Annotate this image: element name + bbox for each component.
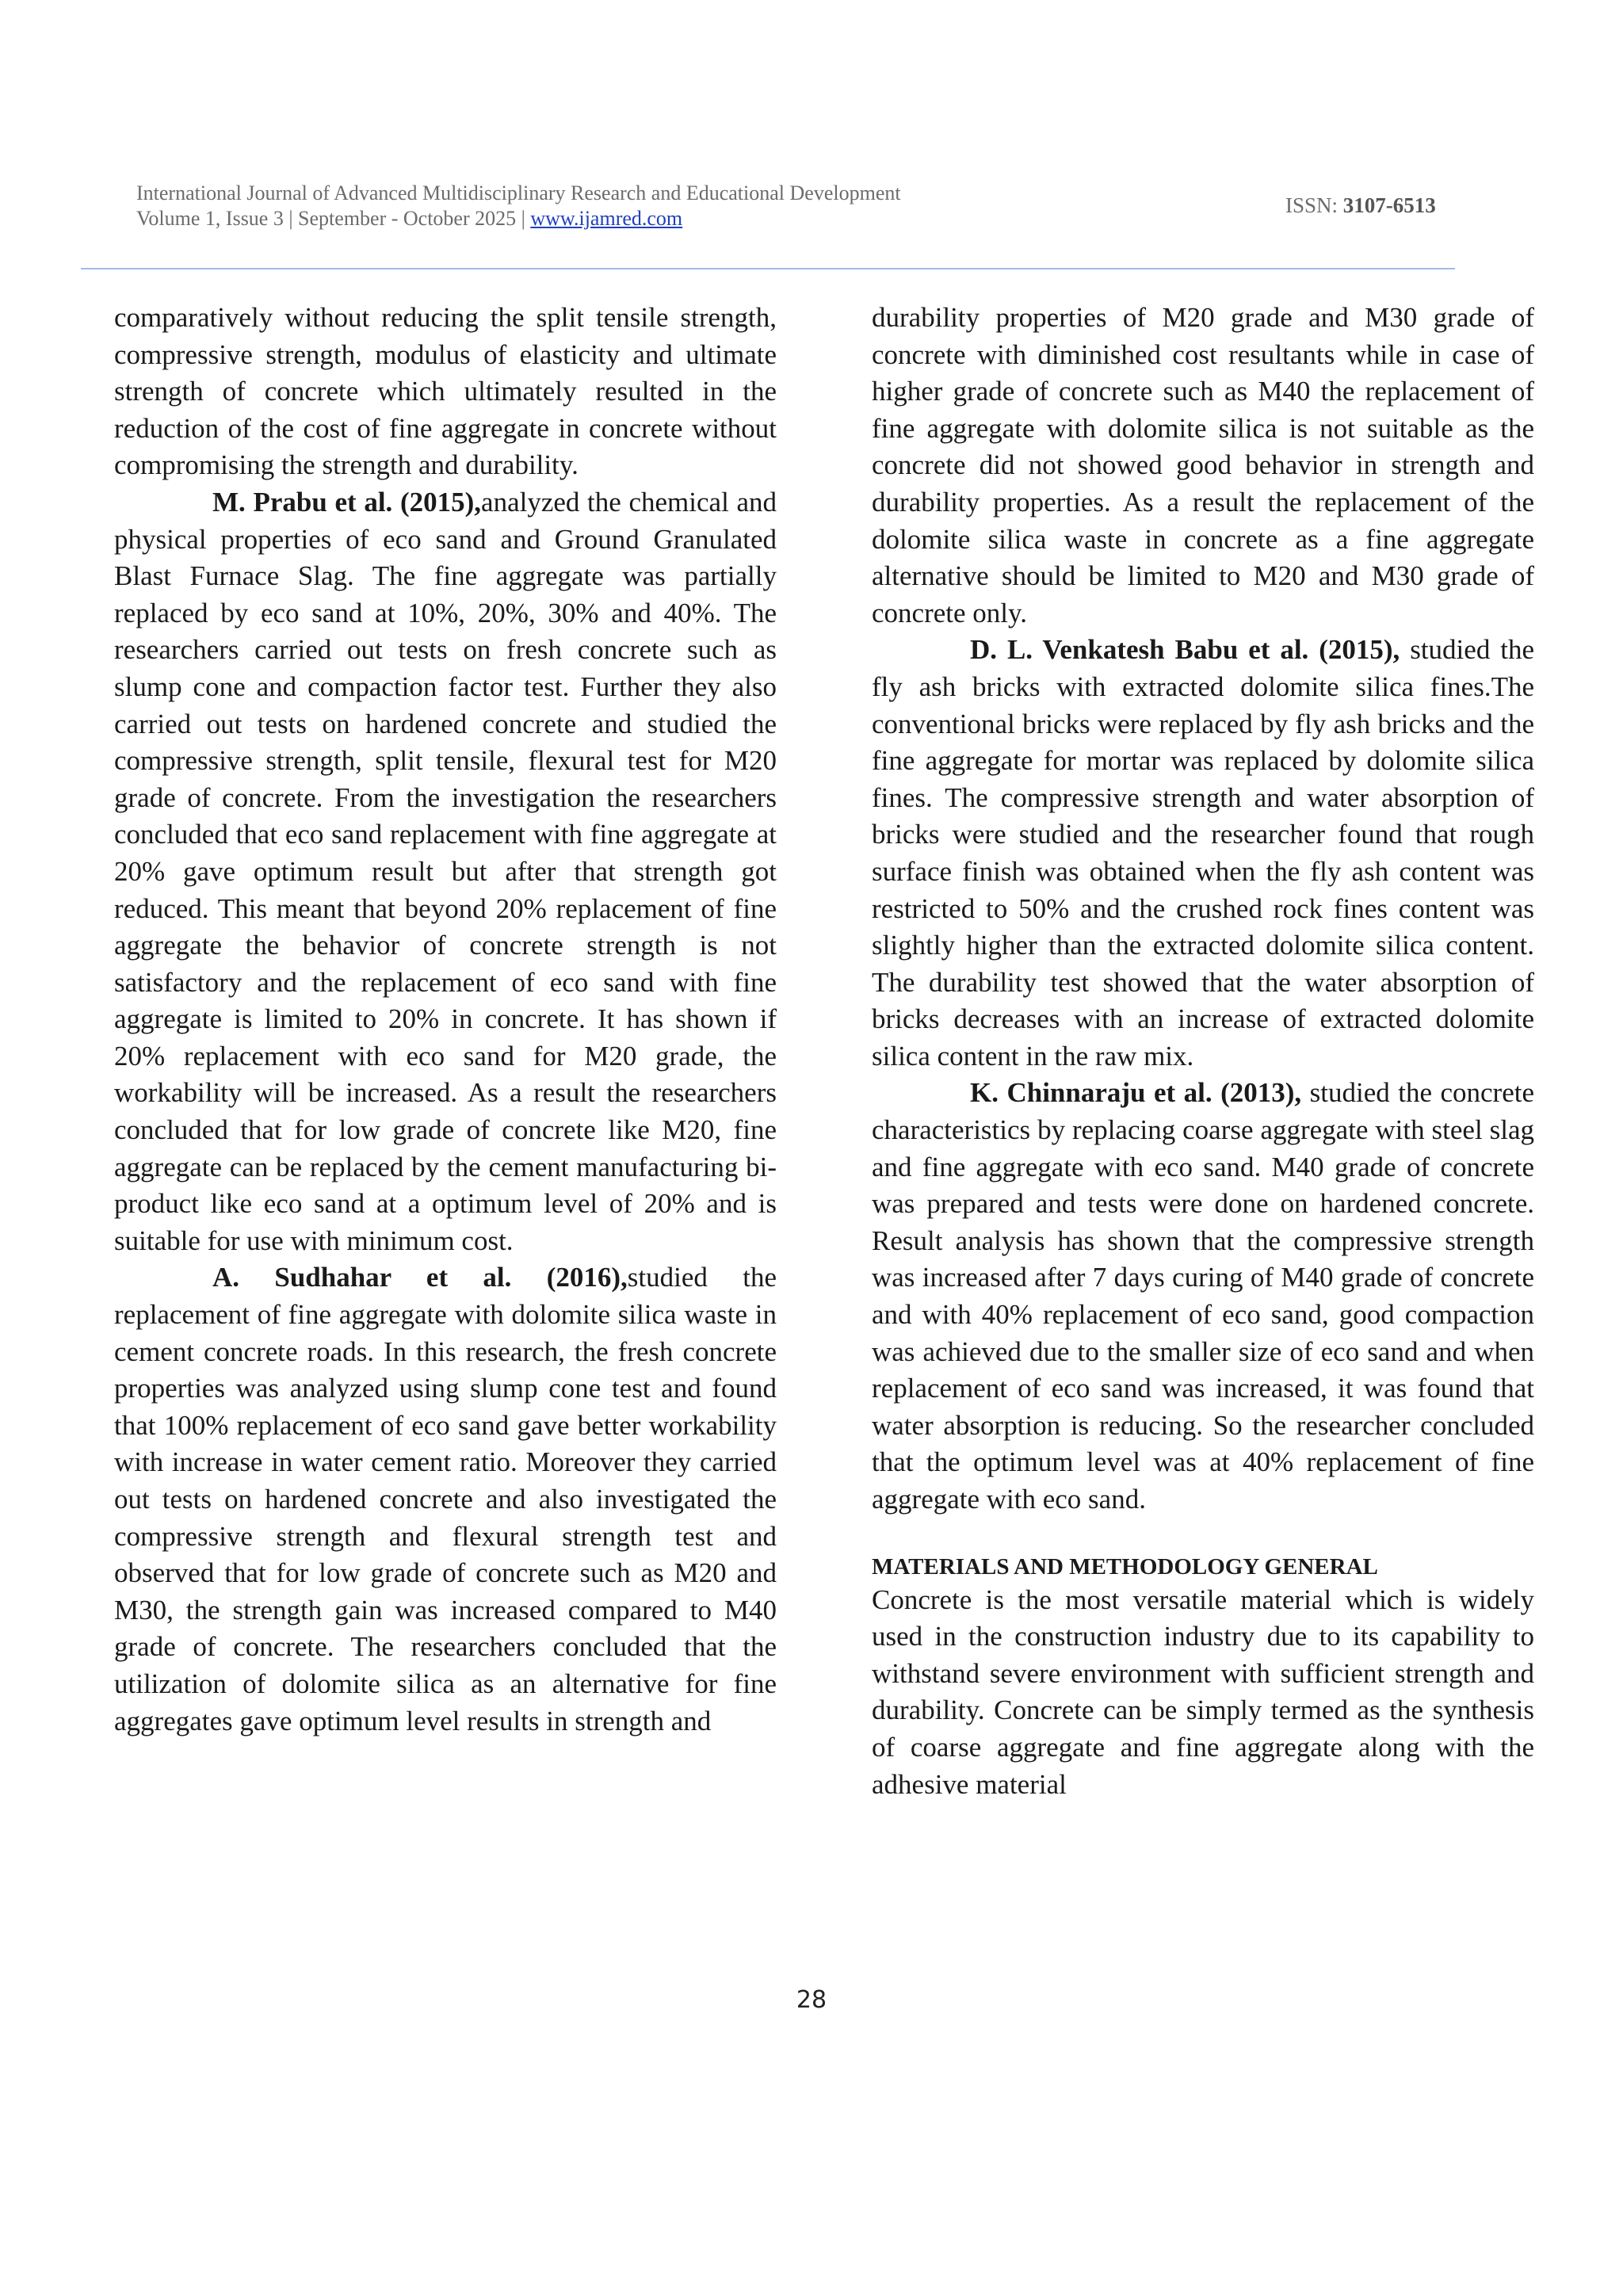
left-paragraph-3-text: studied the replacement of fine aggregate with dolomite silica waste in cement concrete roads. In this research, the fresh concrete properties was analyzed using slump cone test and found that 100% replacement of eco sand gave better workability with increase in water cement ratio. Moreover they carried out tests on hardened concrete and also investigated the compressive strength and flexural strength test and observed that for low grade of concrete such as M20 and M30, the strength gain was increased compared to M40 grade of concrete. The researchers concluded that the utilization of dolomite silica as an alternative for fine aggregates gave optimum level results in strength and xyxy=(114,1262,777,1736)
right-paragraph-3-text: studied the concrete characteristics by replacing coarse aggregate with steel slag and fine aggregate with eco sand. M40 grade of concrete was prepared and tests were done on hardened concrete. Result analysis has shown that the compressive strength was increased after 7 days curing of M40 grade of concrete and with 40% replacement of eco sand, good compaction was achieved due to the smaller size of eco sand and when replacement of eco sand was increased, it was found that water absorption is reducing. So the researcher concluded that the optimum level was at 40% replacement of fine aggregate with eco sand. xyxy=(872,1077,1534,1515)
issn-value: 3107-6513 xyxy=(1342,193,1436,217)
left-paragraph-2 xyxy=(114,484,777,1259)
left-paragraph-1: comparatively without reducing the split tensile strength, compressive strength, modulus of elasticity and ultimate strength of concrete which ultimately resulted in the reduction of the cost of fine aggregate in concrete without compromising the strength and durability. xyxy=(114,302,777,481)
header-divider xyxy=(81,268,1455,269)
issn-label: ISSN: xyxy=(1285,193,1343,217)
page-number: 28 xyxy=(796,1986,827,2014)
right-paragraph-2 xyxy=(872,632,1534,1075)
right-paragraph-3 xyxy=(872,1075,1534,1518)
right-paragraph-2-text: studied the fly ash bricks with extracted dolomite silica fines.The conventional bricks were replaced by fly ash bricks and the fine aggregate for mortar was replaced by dolomite silica fines. The compressive strength and water absorption of bricks were studied and the researcher found that rough surface finish was obtained when the fly ash content was restricted to 50% and the crushed rock fines content was slightly higher than the extracted dolomite silica content. The durability test showed that the water absorption of bricks decreases with an increase of extracted dolomite silica content in the raw mix. xyxy=(872,634,1534,1072)
volume-issue-line xyxy=(136,206,1468,231)
left-column xyxy=(114,300,777,1740)
journal-header xyxy=(136,181,1468,231)
section-heading: MATERIALS AND METHODOLOGY GENERAL xyxy=(872,1553,1378,1580)
volume-issue: Volume 1, Issue 3 | September - October 2025 | xyxy=(136,207,531,230)
journal-website-link[interactable]: www.ijamred.com xyxy=(530,207,683,230)
citation-sudhahar: A. Sudhahar et al. (2016), xyxy=(212,1262,628,1293)
citation-chinnaraju: K. Chinnaraju et al. (2013), xyxy=(970,1077,1302,1109)
left-paragraph-2-text: analyzed the chemical and physical properties of eco sand and Ground Granulated Blast Furnace Slag. The fine aggregate was partially replaced by eco sand at 10%, 20%, 30% and 40%. The researchers carried out tests on fresh concrete such as slump cone and compaction factor test. Further they also carried out tests on hardened concrete and studied the compressive strength, split tensile, flexural test for M20 grade of concrete. From the investigation the researchers concluded that eco sand replacement with fine aggregate at 20% gave optimum result but after that strength got reduced. This meant that beyond 20% replacement of fine aggregate the behavior of concrete strength is not satisfactory and the replacement of eco sand with fine aggregate is limited to 20% in concrete. It has shown if 20% replacement with eco sand for M20 grade, the workability will be increased. As a result the researchers concluded that for low grade of concrete like M20, fine aggregate can be replaced by the cement manufacturing bi-product like eco sand at a optimum level of 20% and is suitable for use with minimum cost. xyxy=(114,486,777,1256)
journal-title: International Journal of Advanced Multidisciplinary Research and Educational Development xyxy=(136,181,901,204)
left-paragraph-3 xyxy=(114,1259,777,1740)
right-paragraph-4: Concrete is the most versatile material which is widely used in the construction industry due to its capability to withstand severe environment with sufficient strength and durability. Concrete can be simply termed as the synthesis of coarse aggregate and fine aggregate along with the adhesive material xyxy=(872,1584,1534,1800)
right-column xyxy=(872,300,1534,1803)
right-paragraph-1: durability properties of M20 grade and M30 grade of concrete with diminished cost resultants while in case of higher grade of concrete such as M40 the replacement of fine aggregate with dolomite silica is not suitable as the concrete did not showed good behavior in strength and durability properties. As a result the replacement of the dolomite silica waste in concrete as a fine aggregate alternative should be limited to M20 and M30 grade of concrete only. xyxy=(872,302,1534,628)
citation-prabu: M. Prabu et al. (2015), xyxy=(212,486,482,518)
issn xyxy=(1285,193,1436,218)
citation-venkatesh-babu: D. L. Venkatesh Babu et al. (2015), xyxy=(970,634,1400,666)
